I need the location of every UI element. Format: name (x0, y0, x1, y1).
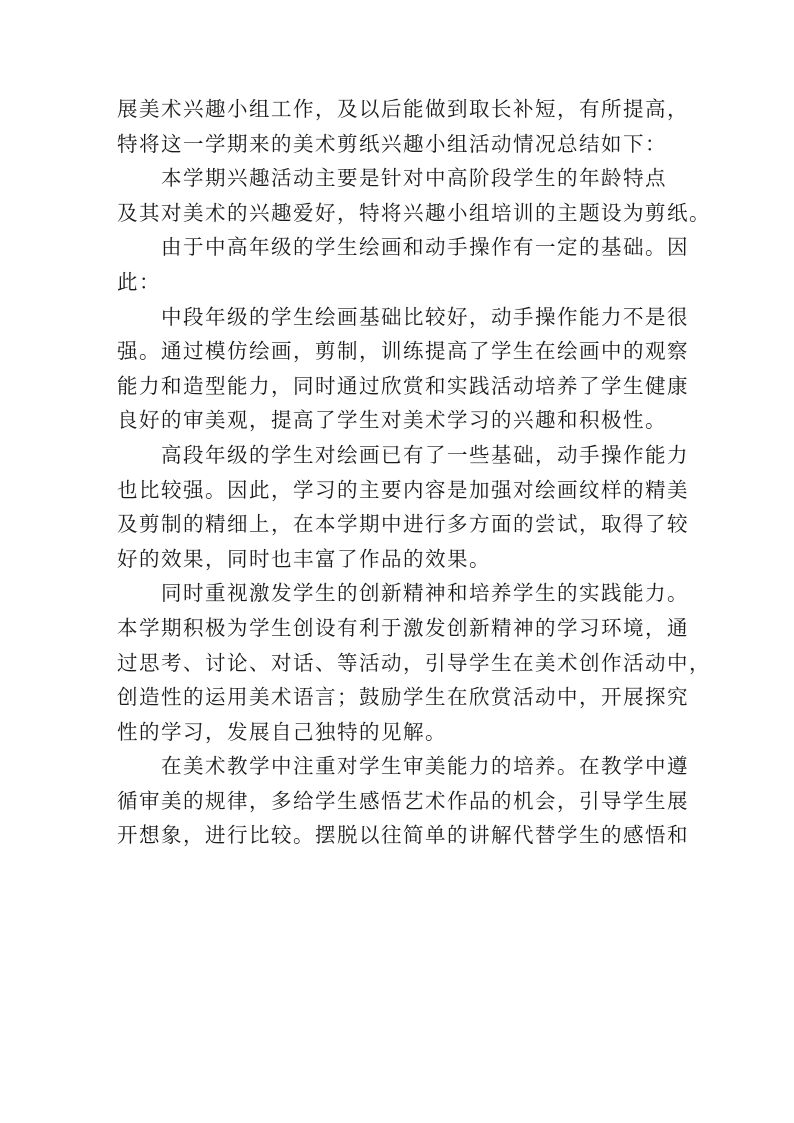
text-line-1: 展美术兴趣小组工作，及以后能做到取长补短，有所提高， (117, 97, 689, 121)
text-line-13: 及剪制的精细上，在本学期中进行多方面的尝试，取得了较 (117, 512, 689, 537)
text-line-6: 此： (117, 269, 161, 294)
text-line-10: 良好的审美观，提高了学生对美术学习的兴趣和积极性。 (117, 408, 667, 433)
text-line-2: 特将这一学期来的美术剪纸兴趣小组活动情况总结如下： (117, 131, 667, 156)
document-body (117, 92, 711, 853)
text-line-20: 在美术教学中注重对学生审美能力的培养。在教学中遵 (161, 754, 689, 779)
text-line-7: 中段年级的学生绘画基础比较好，动手操作能力不是很 (161, 304, 689, 329)
text-line-9: 能力和造型能力，同时通过欣赏和实践活动培养了学生健康 (117, 373, 689, 398)
text-line-16: 本学期积极为学生创设有利于激发创新精神的学习环境，通 (117, 615, 689, 640)
text-line-21: 循审美的规律，多给学生感悟艺术作品的机会，引导学生展 (117, 788, 689, 813)
text-line-14: 好的效果，同时也丰富了作品的效果。 (117, 546, 491, 571)
text-line-3: 本学期兴趣活动主要是针对中高阶段学生的年龄特点 (161, 166, 667, 191)
text-line-15: 同时重视激发学生的创新精神和培养学生的实践能力。 (161, 581, 689, 606)
text-line-4: 及其对美术的兴趣爱好，特将兴趣小组培训的主题设为剪纸。 (117, 200, 711, 225)
text-line-22: 开想象，进行比较。摆脱以往简单的讲解代替学生的感悟和 (117, 823, 689, 848)
text-line-5: 由于中高年级的学生绘画和动手操作有一定的基础。因 (161, 235, 689, 260)
text-line-8: 强。通过模仿绘画，剪制，训练提高了学生在绘画中的观察 (117, 339, 689, 364)
text-line-18: 创造性的运用美术语言；鼓励学生在欣赏活动中，开展探究 (117, 685, 689, 710)
text-line-19: 性的学习，发展自己独特的见解。 (117, 719, 447, 744)
text-line-17: 过思考、讨论、对话、等活动，引导学生在美术创作活动中， (117, 650, 711, 675)
text-line-11: 高段年级的学生对绘画已有了一些基础，动手操作能力 (161, 442, 689, 467)
text-line-12: 也比较强。因此，学习的主要内容是加强对绘画纹样的精美 (117, 477, 689, 502)
